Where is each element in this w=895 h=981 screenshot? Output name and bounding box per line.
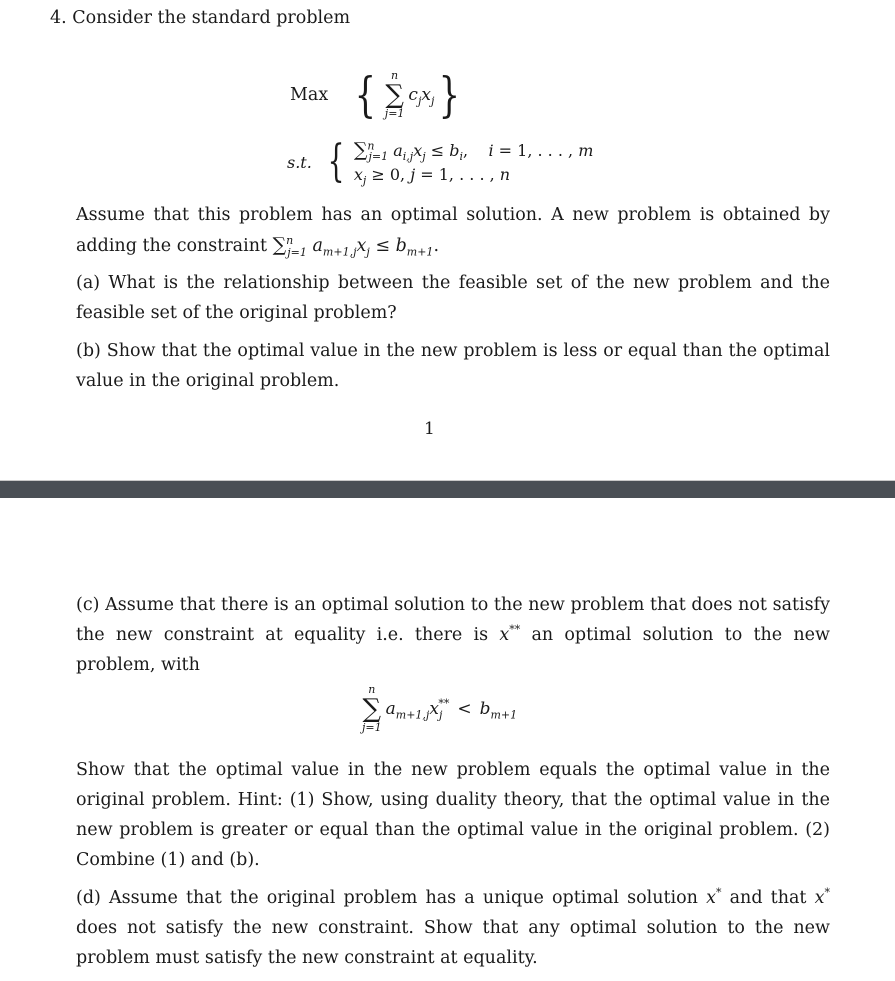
objective-label: Max [290, 85, 329, 105]
left-brace: { [354, 67, 377, 123]
right-brace: } [438, 67, 461, 123]
paragraph-c: (c) Assume that there is an optimal solution to the new problem that does not satisfy the new constraint at equality i.e. there is x** an optimal solution to the new problem, with [76, 595, 830, 675]
sum-operator-2: n ∑ j=1 [362, 683, 382, 734]
constraints-brace: { [327, 136, 345, 187]
page-number: 1 [424, 419, 435, 439]
paragraph-show: Show that the optimal value in the new problem equals the optimal value in the original problem. Hint: (1) Show, using duality theory, that the optimal value in the new problem is greater or equal than the optimal value in the original problem. (2) Combine (1) and (b). [76, 760, 830, 870]
paragraph-a: (a) What is the relationship between the feasible set of the new problem and the feasible set of the original problem? [76, 273, 830, 323]
objective-formula [290, 60, 465, 130]
paragraph-assume: Assume that this problem has an optimal solution. A new problem is obtained by adding the constraint ∑$^n_{j=1}$ $a_{m+1,j}x_j \le b_{m+1}$. [76, 205, 830, 259]
page-separator [0, 480, 895, 499]
strict-inequality-formula: n ∑ j=1 $a_{m+1,j}x_j^{**}$ < $b_{m+1}$ [362, 683, 518, 734]
constraint-row-2: $x_j \ge 0$, j = 1, . . . , n [353, 164, 511, 187]
document-page-2 [0, 498, 895, 981]
paragraph-b: (b) Show that the optimal value in the new problem is less or equal than the optimal value in the original problem. [76, 341, 830, 391]
constraints-block [287, 134, 593, 190]
paragraph-d: (d) Assume that the original problem has a unique optimal solution x* and that x* does not satisfy the new constraint. Show that any optimal solution to the new problem must satisfy the new constraint at equality. [76, 886, 830, 968]
st-label: s.t. [287, 152, 312, 172]
document-page-1 [0, 0, 895, 480]
sum-operator: n ∑ j=1 [384, 69, 405, 120]
objective-summand: $c_jx_j$ [408, 85, 435, 108]
constraint-row-1: ∑$^n_{j=1}$ $a_{i,j}x_j \le b_i$, i = 1, . . . , m [353, 138, 594, 163]
problem-heading: 4. Consider the standard problem [50, 8, 351, 28]
new-constraint-inline: ∑$^n_{j=1}$ $a_{m+1,j}x_j \le b_{m+1}$. [272, 234, 440, 259]
